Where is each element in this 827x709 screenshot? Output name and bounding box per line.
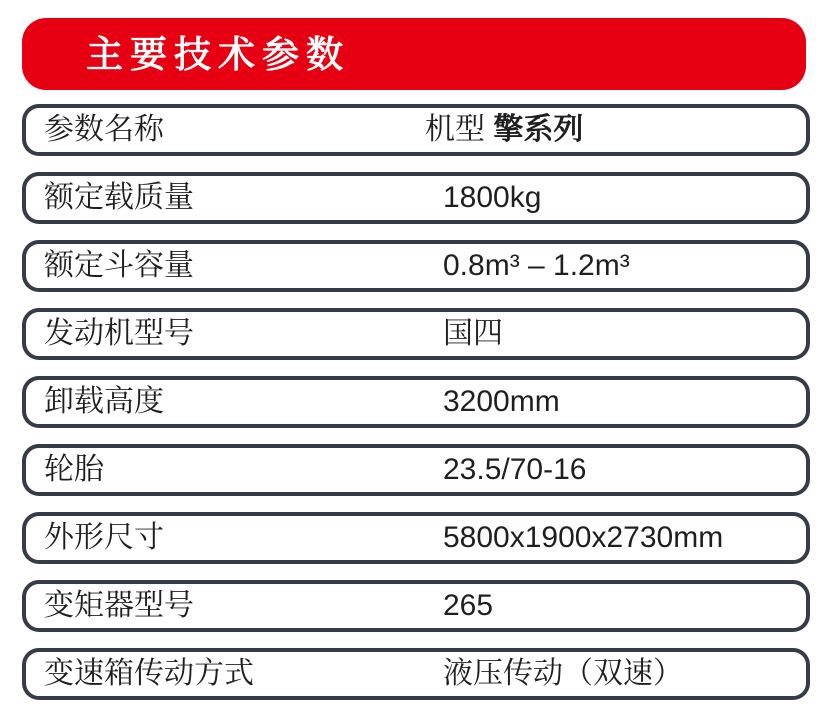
spec-label: 额定载质量 [44,181,194,214]
table-row [22,580,810,632]
model-prefix: 机型 [425,113,494,146]
spec-label: 发动机型号 [44,317,194,350]
table-row [22,376,810,428]
table-row [22,240,810,292]
table-row [22,308,810,360]
section-title: 主要技术参数 [86,33,350,75]
spec-table [22,104,810,709]
table-row [22,512,810,564]
table-row [22,172,810,224]
table-row [22,104,810,156]
spec-label: 轮胎 [44,453,104,486]
section-header-banner [22,18,806,90]
spec-label: 卸载高度 [44,385,164,418]
spec-value [425,115,806,145]
spec-label: 参数名称 [44,113,164,146]
table-row [22,444,810,496]
model-series-name: 擎系列 [493,113,584,146]
spec-value: 1800kg [443,181,542,214]
table-row [22,648,810,700]
spec-value: 265 [443,589,494,622]
spec-value: 国四 [443,317,503,350]
spec-value: 0.8m³ – 1.2m³ [443,249,630,282]
spec-label: 额定斗容量 [44,249,194,282]
spec-value: 23.5/70-16 [443,453,587,486]
spec-value: 3200mm [443,385,560,418]
spec-value: 液压传动（双速） [443,657,683,690]
spec-label: 外形尺寸 [44,521,164,554]
spec-label: 变速箱传动方式 [44,657,254,690]
spec-label: 变矩器型号 [44,589,194,622]
spec-value: 5800x1900x2730mm [443,521,724,554]
